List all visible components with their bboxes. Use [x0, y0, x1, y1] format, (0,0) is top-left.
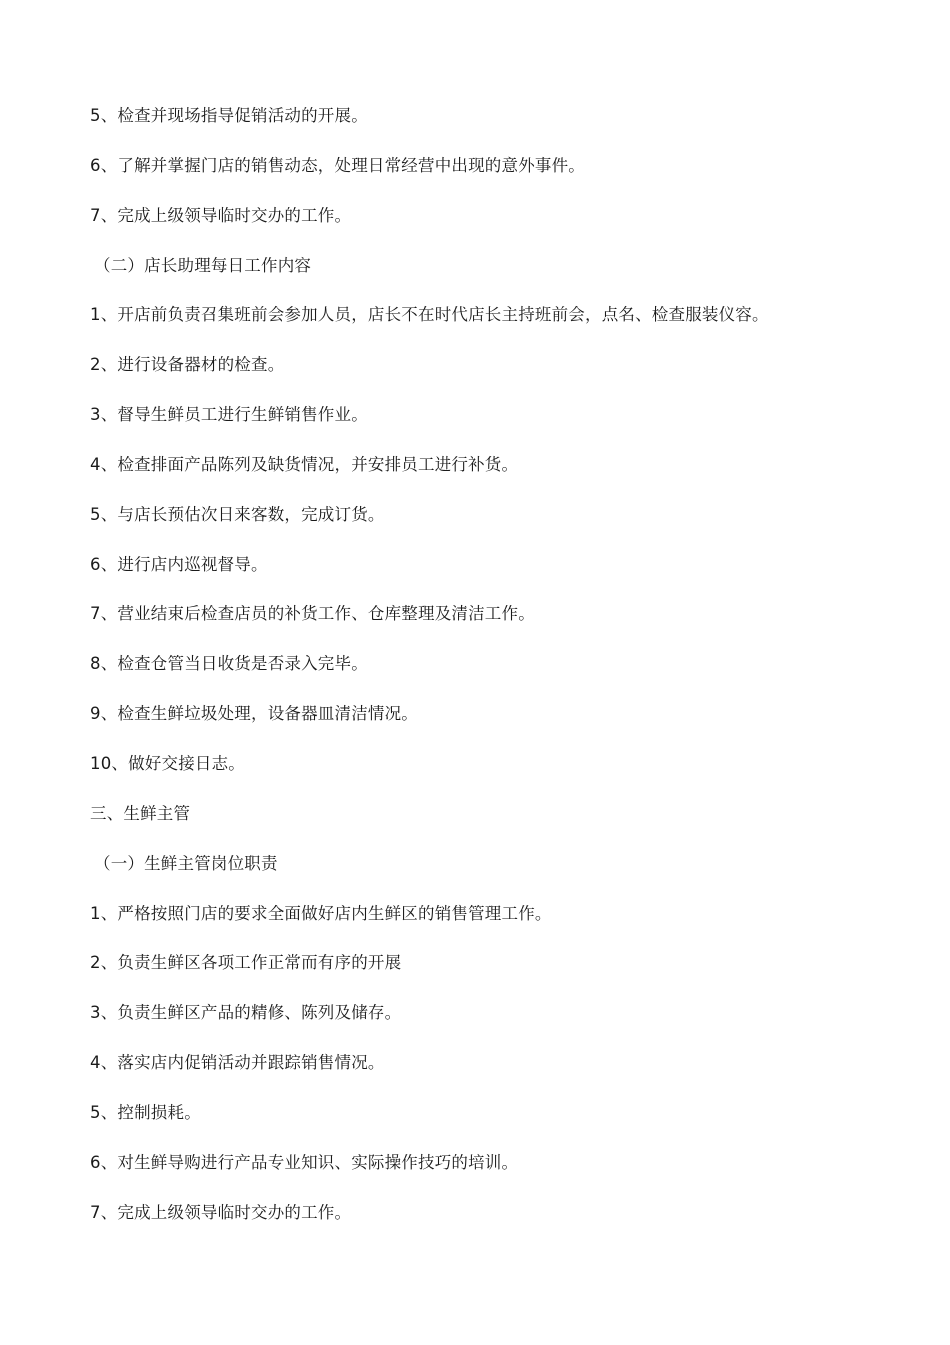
- text-line: 1、严格按照门店的要求全面做好店内生鲜区的销售管理工作。: [90, 903, 552, 923]
- text-line: 8、检查仓管当日收货是否录入完毕。: [90, 654, 368, 674]
- text-line: 9、检查生鲜垃圾处理，设备器皿清洁情况。: [90, 704, 418, 724]
- text-line: 7、完成上级领导临时交办的工作。: [90, 205, 352, 225]
- text-line: 5、与店长预估次日来客数，完成订货。: [90, 504, 385, 524]
- text-line: 2、负责生鲜区各项工作正常而有序的开展: [90, 953, 402, 973]
- text-line: 7、营业结束后检查店员的补货工作、仓库整理及清洁工作。: [90, 604, 535, 624]
- text-line: 6、进行店内巡视督导。: [90, 554, 268, 574]
- text-line: 1、开店前负责召集班前会参加人员，店长不在时代店长主持班前会，点名、检查服装仪容。: [90, 305, 769, 325]
- text-line: 4、落实店内促销活动并跟踪销售情况。: [90, 1053, 385, 1073]
- section-subheading: （一）生鲜主管岗位职责: [94, 853, 278, 873]
- text-line: 3、负责生鲜区产品的精修、陈列及储存。: [90, 1003, 402, 1023]
- text-line: 6、了解并掌握门店的销售动态，处理日常经营中出现的意外事件。: [90, 155, 585, 175]
- section-heading: 三、生鲜主管: [90, 803, 191, 823]
- text-line: 2、进行设备器材的检查。: [90, 355, 285, 375]
- text-line: 7、完成上级领导临时交办的工作。: [90, 1202, 352, 1222]
- section-subheading: （二）店长助理每日工作内容: [94, 255, 312, 275]
- text-line: 6、对生鲜导购进行产品专业知识、实际操作技巧的培训。: [90, 1152, 519, 1172]
- text-line: 5、控制损耗。: [90, 1102, 201, 1122]
- text-line: 5、检查并现场指导促销活动的开展。: [90, 106, 368, 125]
- text-line: 3、督导生鲜员工进行生鲜销售作业。: [90, 405, 368, 425]
- document-body: [90, 104, 890, 1250]
- text-line: 10、做好交接日志。: [90, 753, 245, 773]
- text-line: 4、检查排面产品陈列及缺货情况，并安排员工进行补货。: [90, 454, 519, 474]
